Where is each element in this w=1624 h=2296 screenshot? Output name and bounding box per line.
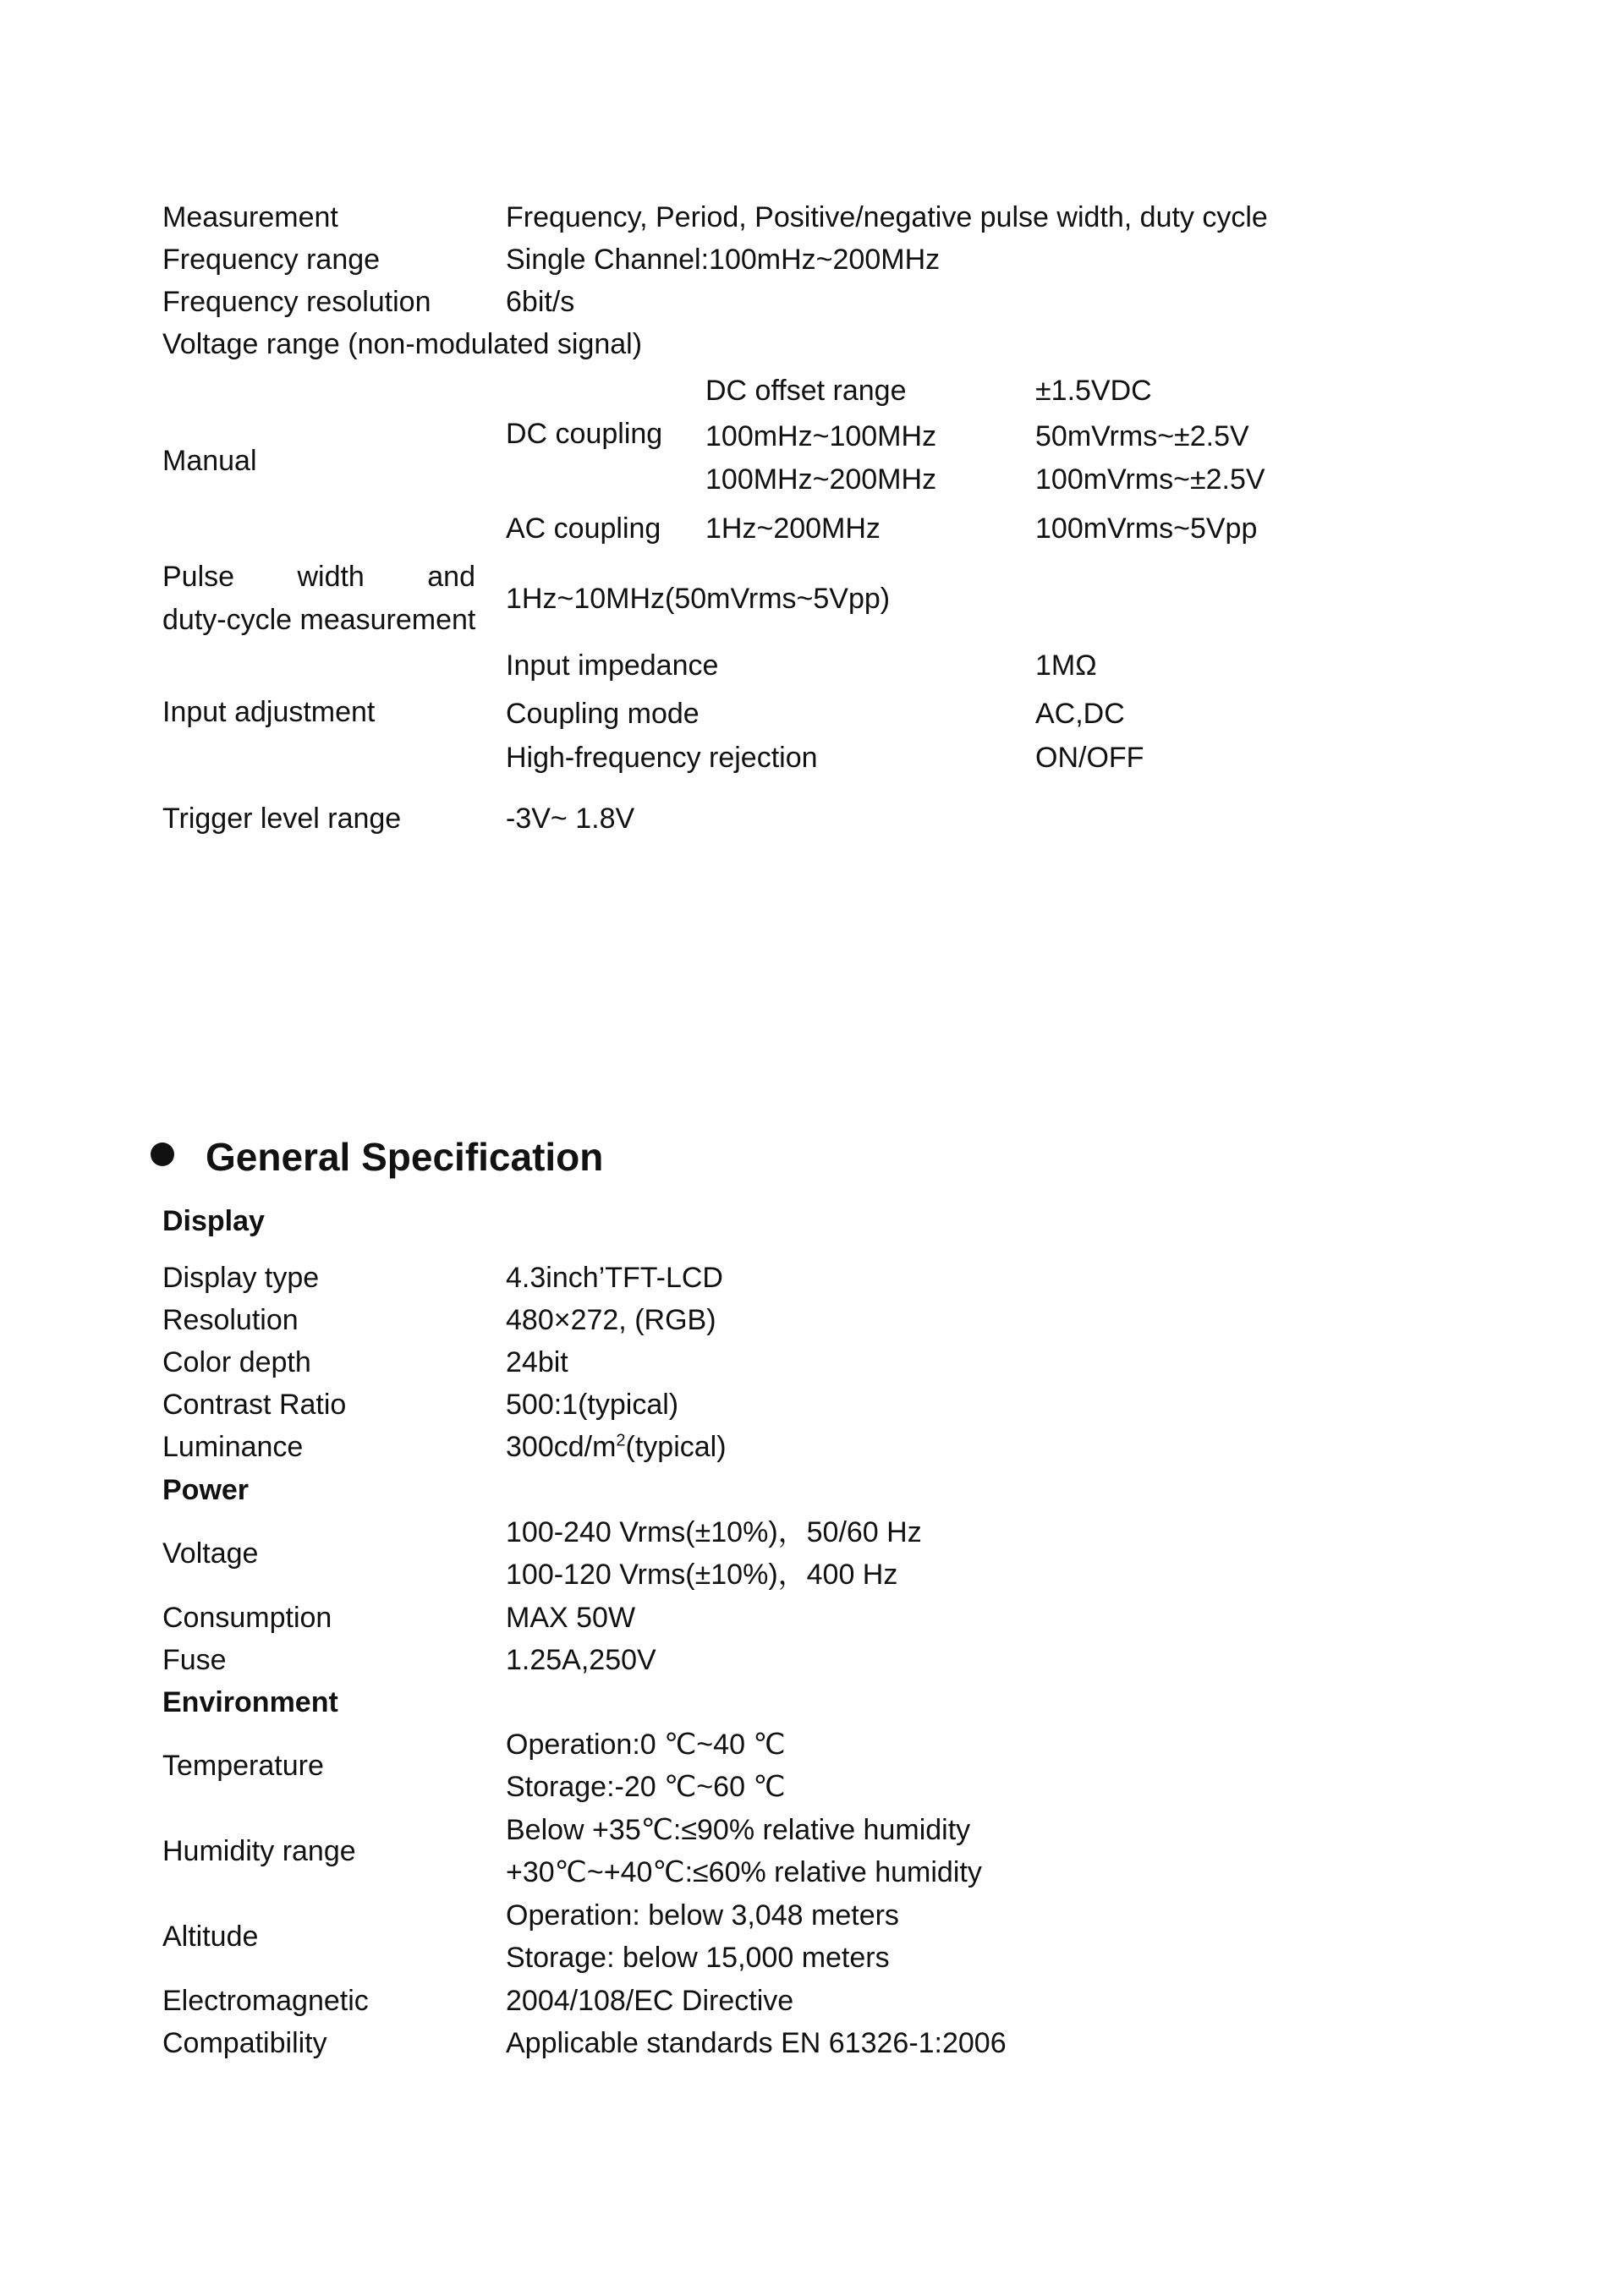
frequency-resolution-value: 6bit/s bbox=[506, 286, 575, 318]
coupling-mode-label: Coupling mode bbox=[506, 698, 700, 730]
input-impedance-label: Input impedance bbox=[506, 649, 719, 682]
resolution-value: 480×272, (RGB) bbox=[506, 1304, 716, 1336]
color-depth-label: Color depth bbox=[162, 1346, 311, 1378]
manual-label: Manual bbox=[162, 445, 257, 477]
voltage-range-label: Voltage range (non-modulated signal) bbox=[162, 328, 643, 360]
temperature-label: Temperature bbox=[162, 1750, 324, 1782]
measurement-label: Measurement bbox=[162, 201, 338, 233]
input-impedance-value: 1MΩ bbox=[1035, 649, 1097, 682]
dc-row1-value: 50mVrms~±2.5V bbox=[1035, 420, 1249, 452]
dc-row1-range: 100mHz~100MHz bbox=[705, 420, 937, 452]
bullet-icon bbox=[151, 1143, 174, 1166]
altitude-line1: Operation: below 3,048 meters bbox=[506, 1899, 899, 1932]
resolution-label: Resolution bbox=[162, 1304, 299, 1336]
display-heading: Display bbox=[162, 1205, 265, 1237]
ac-coupling-label: AC coupling bbox=[506, 512, 661, 545]
humidity-line2: +30℃~+40℃:≤60% relative humidity bbox=[506, 1856, 982, 1888]
hf-rejection-value: ON/OFF bbox=[1035, 742, 1144, 774]
width-word: width bbox=[297, 561, 365, 593]
fuse-value: 1.25A,250V bbox=[506, 1644, 656, 1676]
luminance-superscript: 2 bbox=[616, 1431, 626, 1450]
contrast-value: 500:1(typical) bbox=[506, 1389, 679, 1421]
altitude-label: Altitude bbox=[162, 1921, 259, 1953]
hf-rejection-label: High-frequency rejection bbox=[506, 742, 818, 774]
fuse-label: Fuse bbox=[162, 1644, 227, 1676]
pulse-width-label-line2: duty-cycle measurement bbox=[162, 604, 476, 636]
electromagnetic-label: Electromagnetic bbox=[162, 1985, 369, 2017]
altitude-line2: Storage: below 15,000 meters bbox=[506, 1942, 890, 1974]
voltage-label: Voltage bbox=[162, 1537, 259, 1570]
power-heading: Power bbox=[162, 1474, 250, 1506]
contrast-label: Contrast Ratio bbox=[162, 1389, 347, 1421]
trigger-level-label: Trigger level range bbox=[162, 803, 402, 835]
pulse-width-value: 1Hz~10MHz(50mVrms~5Vpp) bbox=[506, 583, 891, 615]
luminance-label: Luminance bbox=[162, 1431, 304, 1463]
temperature-line2: Storage:-20 ℃~60 ℃ bbox=[506, 1771, 786, 1803]
luminance-value bbox=[506, 1433, 727, 1461]
humidity-label: Humidity range bbox=[162, 1835, 356, 1867]
luminance-unit: 300cd/m bbox=[506, 1431, 617, 1463]
consumption-label: Consumption bbox=[162, 1602, 332, 1634]
compatibility-label: Compatibility bbox=[162, 2027, 327, 2059]
consumption-value: MAX 50W bbox=[506, 1602, 636, 1634]
and-word: and bbox=[427, 561, 475, 593]
dc-row2-range: 100MHz~200MHz bbox=[705, 463, 937, 496]
dc-offset-label: DC offset range bbox=[705, 375, 907, 407]
trigger-level-value: -3V~ 1.8V bbox=[506, 803, 635, 835]
dc-coupling-label: DC coupling bbox=[506, 418, 663, 450]
general-spec-heading: General Specification bbox=[206, 1135, 604, 1179]
frequency-resolution-label: Frequency resolution bbox=[162, 286, 431, 318]
display-type-label: Display type bbox=[162, 1262, 320, 1294]
temperature-line1: Operation:0 ℃~40 ℃ bbox=[506, 1729, 786, 1761]
environment-heading: Environment bbox=[162, 1686, 338, 1718]
voltage-line1: 100-240 Vrms(±10%)，50/60 Hz bbox=[506, 1516, 922, 1548]
coupling-mode-value: AC,DC bbox=[1035, 698, 1125, 730]
ac-value: 100mVrms~5Vpp bbox=[1035, 512, 1258, 545]
luminance-note: (typical) bbox=[625, 1431, 727, 1463]
display-type-value: 4.3inch’TFT-LCD bbox=[506, 1262, 723, 1294]
voltage-line2: 100-120 Vrms(±10%)，400 Hz bbox=[506, 1559, 898, 1591]
em-directive: 2004/108/EC Directive bbox=[506, 1985, 794, 2017]
pulse-word: Pulse bbox=[162, 561, 235, 593]
dc-row2-value: 100mVrms~±2.5V bbox=[1035, 463, 1265, 496]
dc-offset-value: ±1.5VDC bbox=[1035, 375, 1152, 407]
em-standards: Applicable standards EN 61326-1:2006 bbox=[506, 2027, 1007, 2059]
frequency-range-label: Frequency range bbox=[162, 244, 381, 276]
pulse-width-label-line1 bbox=[162, 562, 475, 591]
ac-range: 1Hz~200MHz bbox=[705, 512, 881, 545]
humidity-line1: Below +35℃:≤90% relative humidity bbox=[506, 1814, 971, 1846]
measurement-value: Frequency, Period, Positive/negative pulse width, duty cycle bbox=[506, 201, 1268, 233]
frequency-range-value: Single Channel:100mHz~200MHz bbox=[506, 244, 941, 276]
color-depth-value: 24bit bbox=[506, 1346, 568, 1378]
input-adjustment-label: Input adjustment bbox=[162, 696, 376, 728]
